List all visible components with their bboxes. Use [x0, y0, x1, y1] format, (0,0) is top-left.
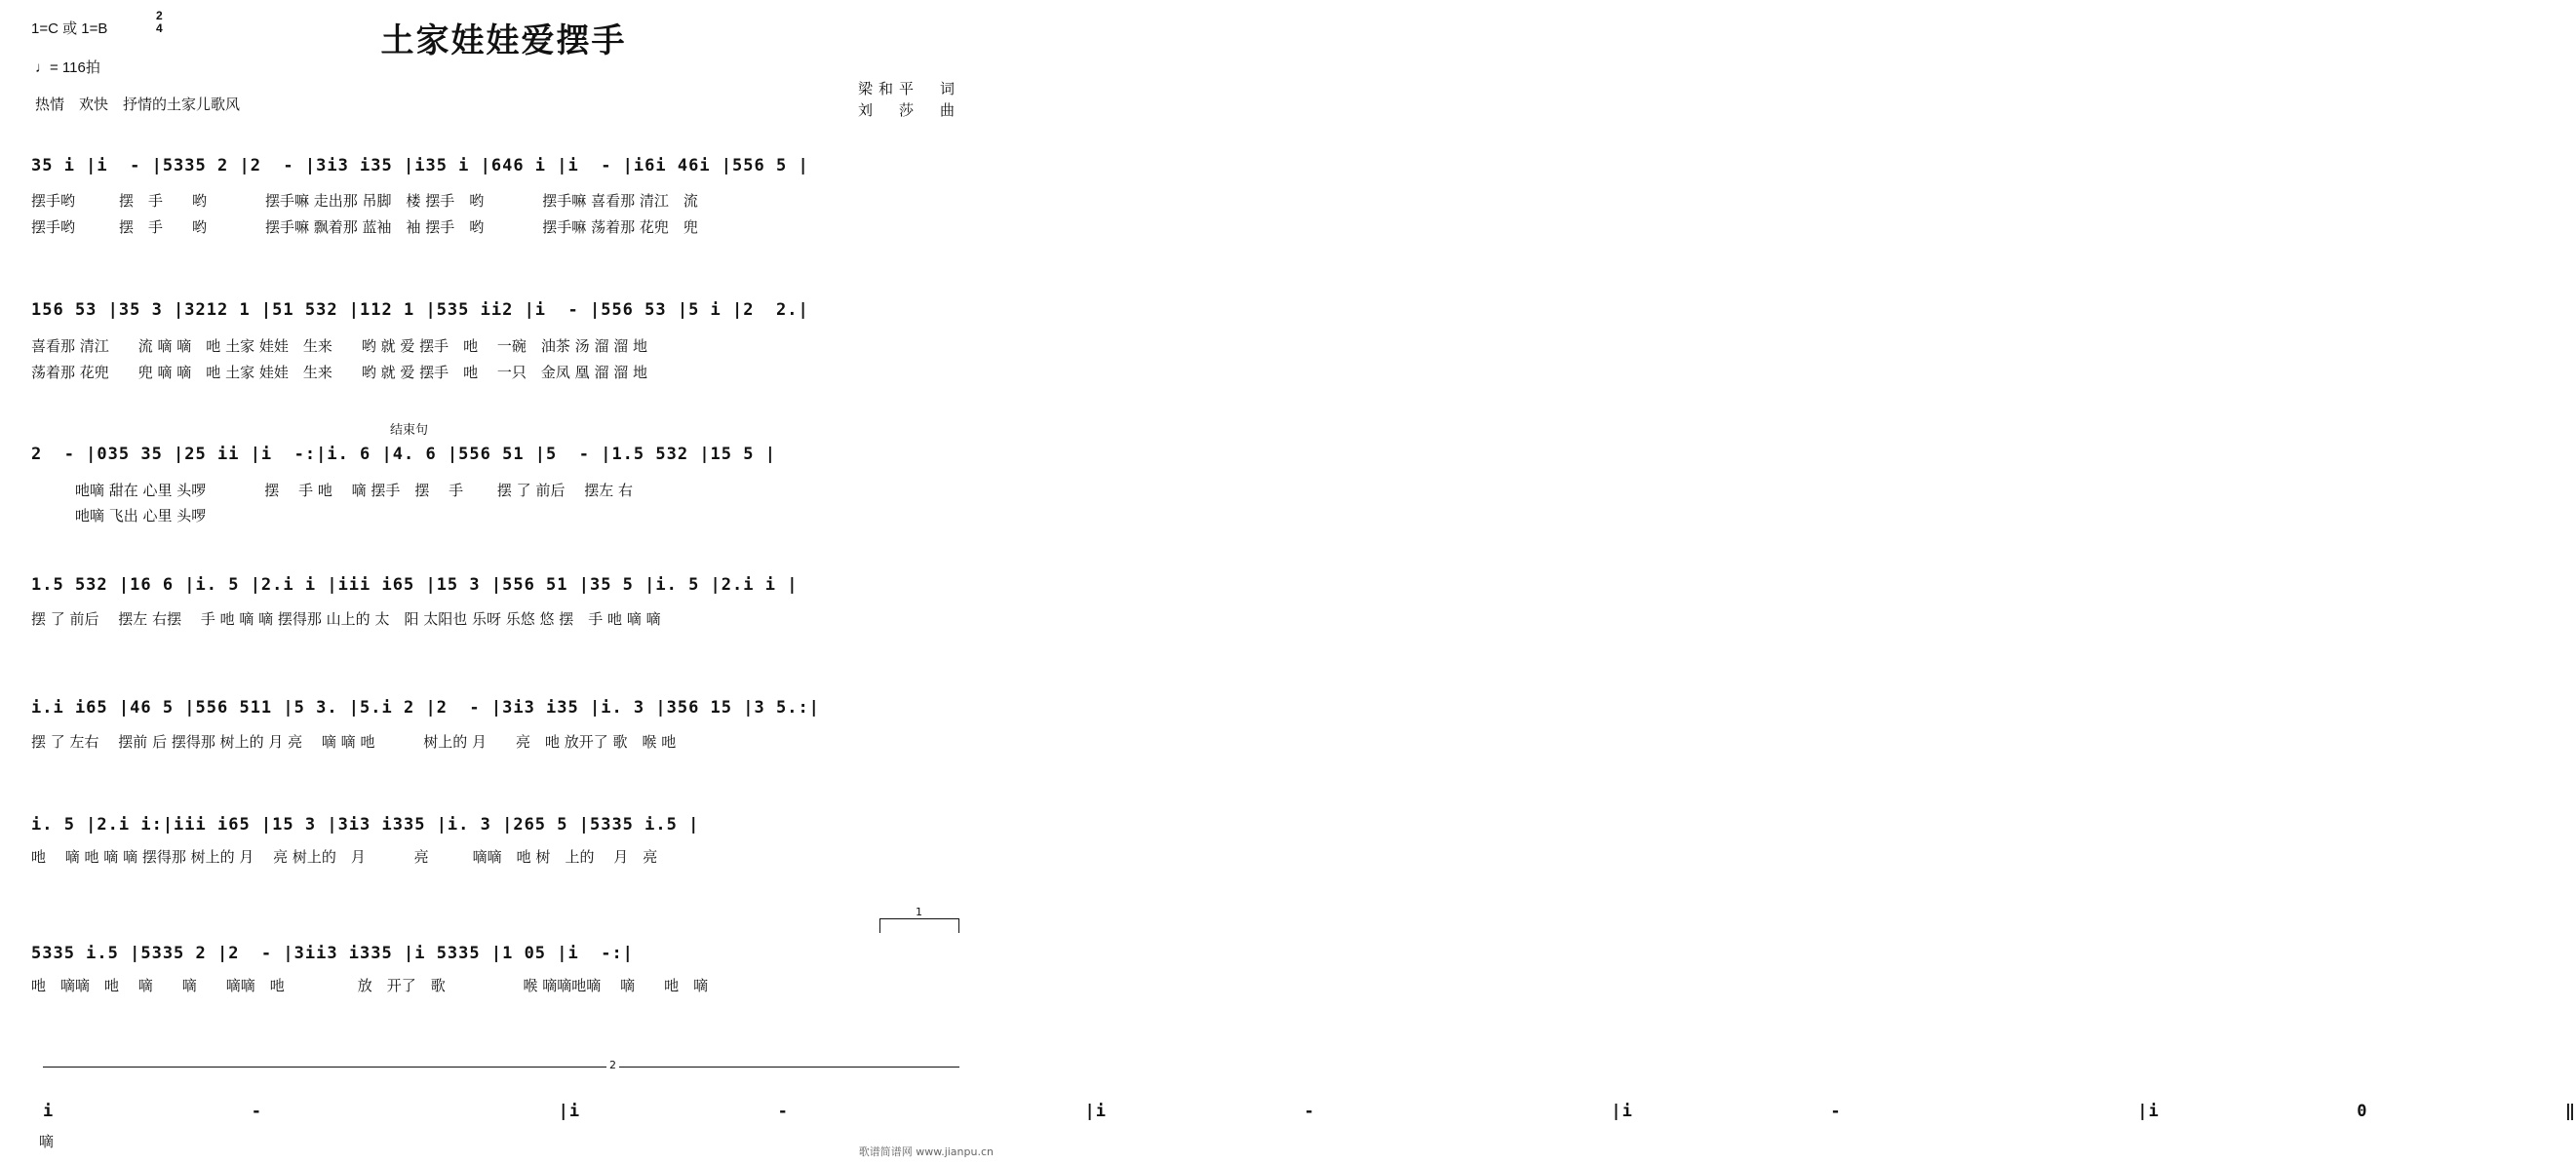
lyrics-line-7: 吔 嘀嘀 吔 嘀 嘀 嘀嘀 吔 放 开了 歌 喉 嘀嘀吔嘀 嘀 吔 嘀: [31, 977, 709, 994]
tempo-mark: ♩= 116拍: [35, 59, 100, 76]
lyrics-line-3-verse-1: 吔嘀 甜在 心里 头啰 摆 手 吔 嘀 摆手 摆 手 摆 了 前后 摆左 右: [31, 482, 633, 499]
volta-bracket-2-line: [43, 1067, 959, 1068]
notation-line-5: i.i i65 |46 5 |556 511 |5 3. |5.i 2 |2 - |3i3 i35 |i. 3 |356 15 |3 5.:|: [31, 698, 820, 718]
notation-line-3: 2 - |035 35 |25 ii |i -:|i. 6 |4. 6 |556 51 |5 - |1.5 532 |15 5 |: [31, 445, 776, 464]
lyrics-line-2-verse-2: 荡着那 花兜 兜 嘀 嘀 吔 土家 娃娃 生来 哟 就 爱 摆手 吔 一只 金凤 凰 溜 溜 地: [31, 364, 647, 381]
lyricist-credit: 梁和平 词: [857, 80, 960, 97]
notation-line-8: i - |i - |i - |i - |i 0 ‖: [43, 1102, 2576, 1121]
lyrics-line-5: 摆 了 左右 摆前 后 摆得那 树上的 月 亮 嘀 嘀 吔 树上的 月 亮 吔 放开了 歌 喉 吔: [31, 733, 677, 751]
notation-line-7: 5335 i.5 |5335 2 |2 - |3ii3 i335 |i 5335 |1 05 |i -:|: [31, 944, 634, 963]
notation-line-4: 1.5 532 |16 6 |i. 5 |2.i i |iii i65 |15 3 |556 51 |35 5 |i. 5 |2.i i |: [31, 575, 799, 595]
watermark: 歌谱简谱网 www.jianpu.cn: [858, 1146, 994, 1158]
style-mark: 热情 欢快 抒情的土家儿歌风: [35, 97, 241, 113]
lyrics-line-8: 嘀: [39, 1133, 55, 1150]
key-signature: 1=C 或 1=B: [31, 20, 108, 37]
volta-bracket-2-label: 2: [606, 1059, 619, 1071]
lyrics-line-1-verse-1: 摆手哟 摆 手 哟 摆手嘛 走出那 吊脚 楼 摆手 哟 摆手嘛 喜看那 清江 流: [31, 192, 698, 210]
volta-bracket-1: 1: [879, 918, 959, 933]
notation-line-6: i. 5 |2.i i:|iii i65 |15 3 |3i3 i335 |i. 3 |265 5 |5335 i.5 |: [31, 815, 700, 835]
lyrics-line-2-verse-1: 喜看那 清江 流 嘀 嘀 吔 土家 娃娃 生来 哟 就 爱 摆手 吔 一碗 油茶 汤 溜 溜 地: [31, 337, 647, 355]
time-signature: 2 4: [156, 9, 163, 35]
lyrics-line-3-verse-2: 吔嘀 飞出 心里 头啰: [31, 507, 207, 524]
coda-marker: 结束句: [390, 423, 429, 438]
composer-credit: 刘 莎 曲: [857, 101, 960, 119]
notation-line-2: 156 53 |35 3 |3212 1 |51 532 |112 1 |535 ii2 |i - |556 53 |5 i |2 2.|: [31, 300, 809, 320]
lyrics-line-1-verse-2: 摆手哟 摆 手 哟 摆手嘛 飘着那 蓝袖 袖 摆手 哟 摆手嘛 荡着那 花兜 兜: [31, 218, 698, 236]
lyrics-line-4: 摆 了 前后 摆左 右摆 手 吔 嘀 嘀 摆得那 山上的 太 阳 太阳也 乐呀 乐悠 悠 摆 手 吔 嘀 嘀: [31, 610, 661, 628]
lyrics-line-6: 吔 嘀 吔 嘀 嘀 摆得那 树上的 月 亮 树上的 月 亮 嘀嘀 吔 树 上的 月 亮: [31, 848, 658, 866]
notation-line-1: 35 i |i - |5335 2 |2 - |3i3 i35 |i35 i |646 i |i - |i6i 46i |556 5 |: [31, 156, 809, 175]
song-title: 土家娃娃爱摆手: [380, 21, 627, 60]
